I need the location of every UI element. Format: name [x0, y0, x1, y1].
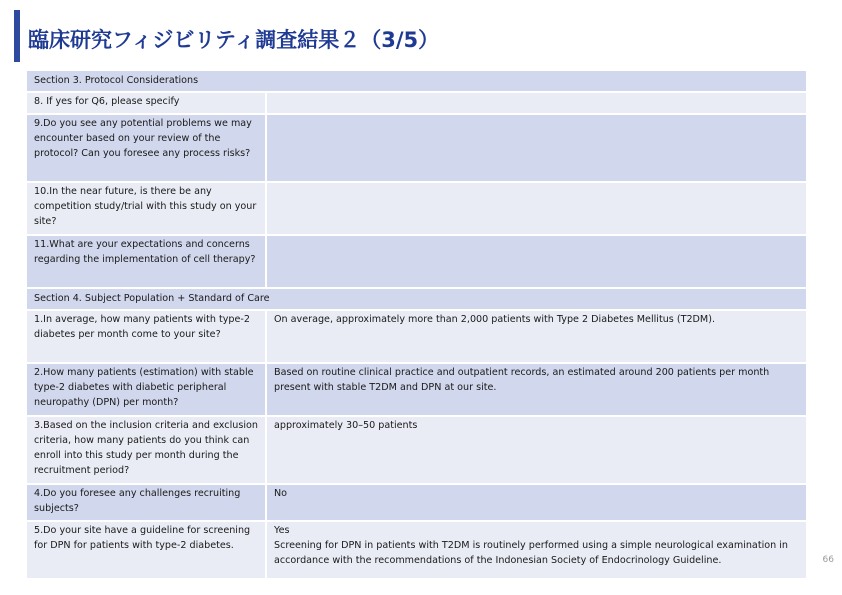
- question-cell: 3.Based on the inclusion criteria and exclusion criteria, how many patients do you think can enroll into this study per month during the recruitment period?: [27, 417, 267, 483]
- question-cell: 2.How many patients (estimation) with stable type-2 diabetes with diabetic peripheral neuropathy (DPN) per month?: [27, 364, 267, 415]
- question-cell: 8. If yes for Q6, please specify: [27, 93, 267, 113]
- question-cell: 5.Do your site have a guideline for screening for DPN for patients with type-2 diabetes.: [27, 522, 267, 578]
- answer-cell: No: [267, 485, 806, 520]
- answer-cell: [267, 93, 806, 113]
- page-number: 66: [822, 555, 834, 565]
- answer-cell: [267, 236, 806, 287]
- answer-cell: Yes Screening for DPN in patients with T2DM is routinely performed using a simple neurological examination in accordance with the recommendations of the Indonesian Society of Endocrinology Guideline.: [267, 522, 806, 578]
- table-row: [27, 115, 806, 181]
- table-row: [27, 485, 806, 520]
- answer-cell: [267, 115, 806, 181]
- answer-cell: approximately 30–50 patients: [267, 417, 806, 483]
- table-row: [27, 183, 806, 234]
- section-header: Section 3. Protocol Considerations: [27, 71, 806, 91]
- question-cell: 9.Do you see any potential problems we may encounter based on your review of the protocol? Can you foresee any process risks?: [27, 115, 267, 181]
- table-row: [27, 236, 806, 287]
- section-header-row: [27, 289, 806, 309]
- section-header-row: [27, 71, 806, 91]
- answer-cell: On average, approximately more than 2,000 patients with Type 2 Diabetes Mellitus (T2DM).: [267, 311, 806, 362]
- table-row: [27, 522, 806, 578]
- table-row: [27, 93, 806, 113]
- title-accent-bar: [14, 10, 20, 62]
- page-title: 臨床研究フィジビリティ調査結果２（3/5）: [28, 28, 440, 52]
- question-cell: 11.What are your expectations and concerns regarding the implementation of cell therapy?: [27, 236, 267, 287]
- table-row: [27, 417, 806, 483]
- feasibility-table: [27, 69, 806, 580]
- answer-cell: Based on routine clinical practice and outpatient records, an estimated around 200 patients per month present with stable T2DM and DPN at our site.: [267, 364, 806, 415]
- table-row: [27, 364, 806, 415]
- question-cell: 4.Do you foresee any challenges recruiting subjects?: [27, 485, 267, 520]
- table-row: [27, 311, 806, 362]
- feasibility-table-container: [27, 69, 806, 580]
- answer-cell: [267, 183, 806, 234]
- question-cell: 10.In the near future, is there be any competition study/trial with this study on your site?: [27, 183, 267, 234]
- section-header: Section 4. Subject Population + Standard of Care: [27, 289, 806, 309]
- question-cell: 1.In average, how many patients with type-2 diabetes per month come to your site?: [27, 311, 267, 362]
